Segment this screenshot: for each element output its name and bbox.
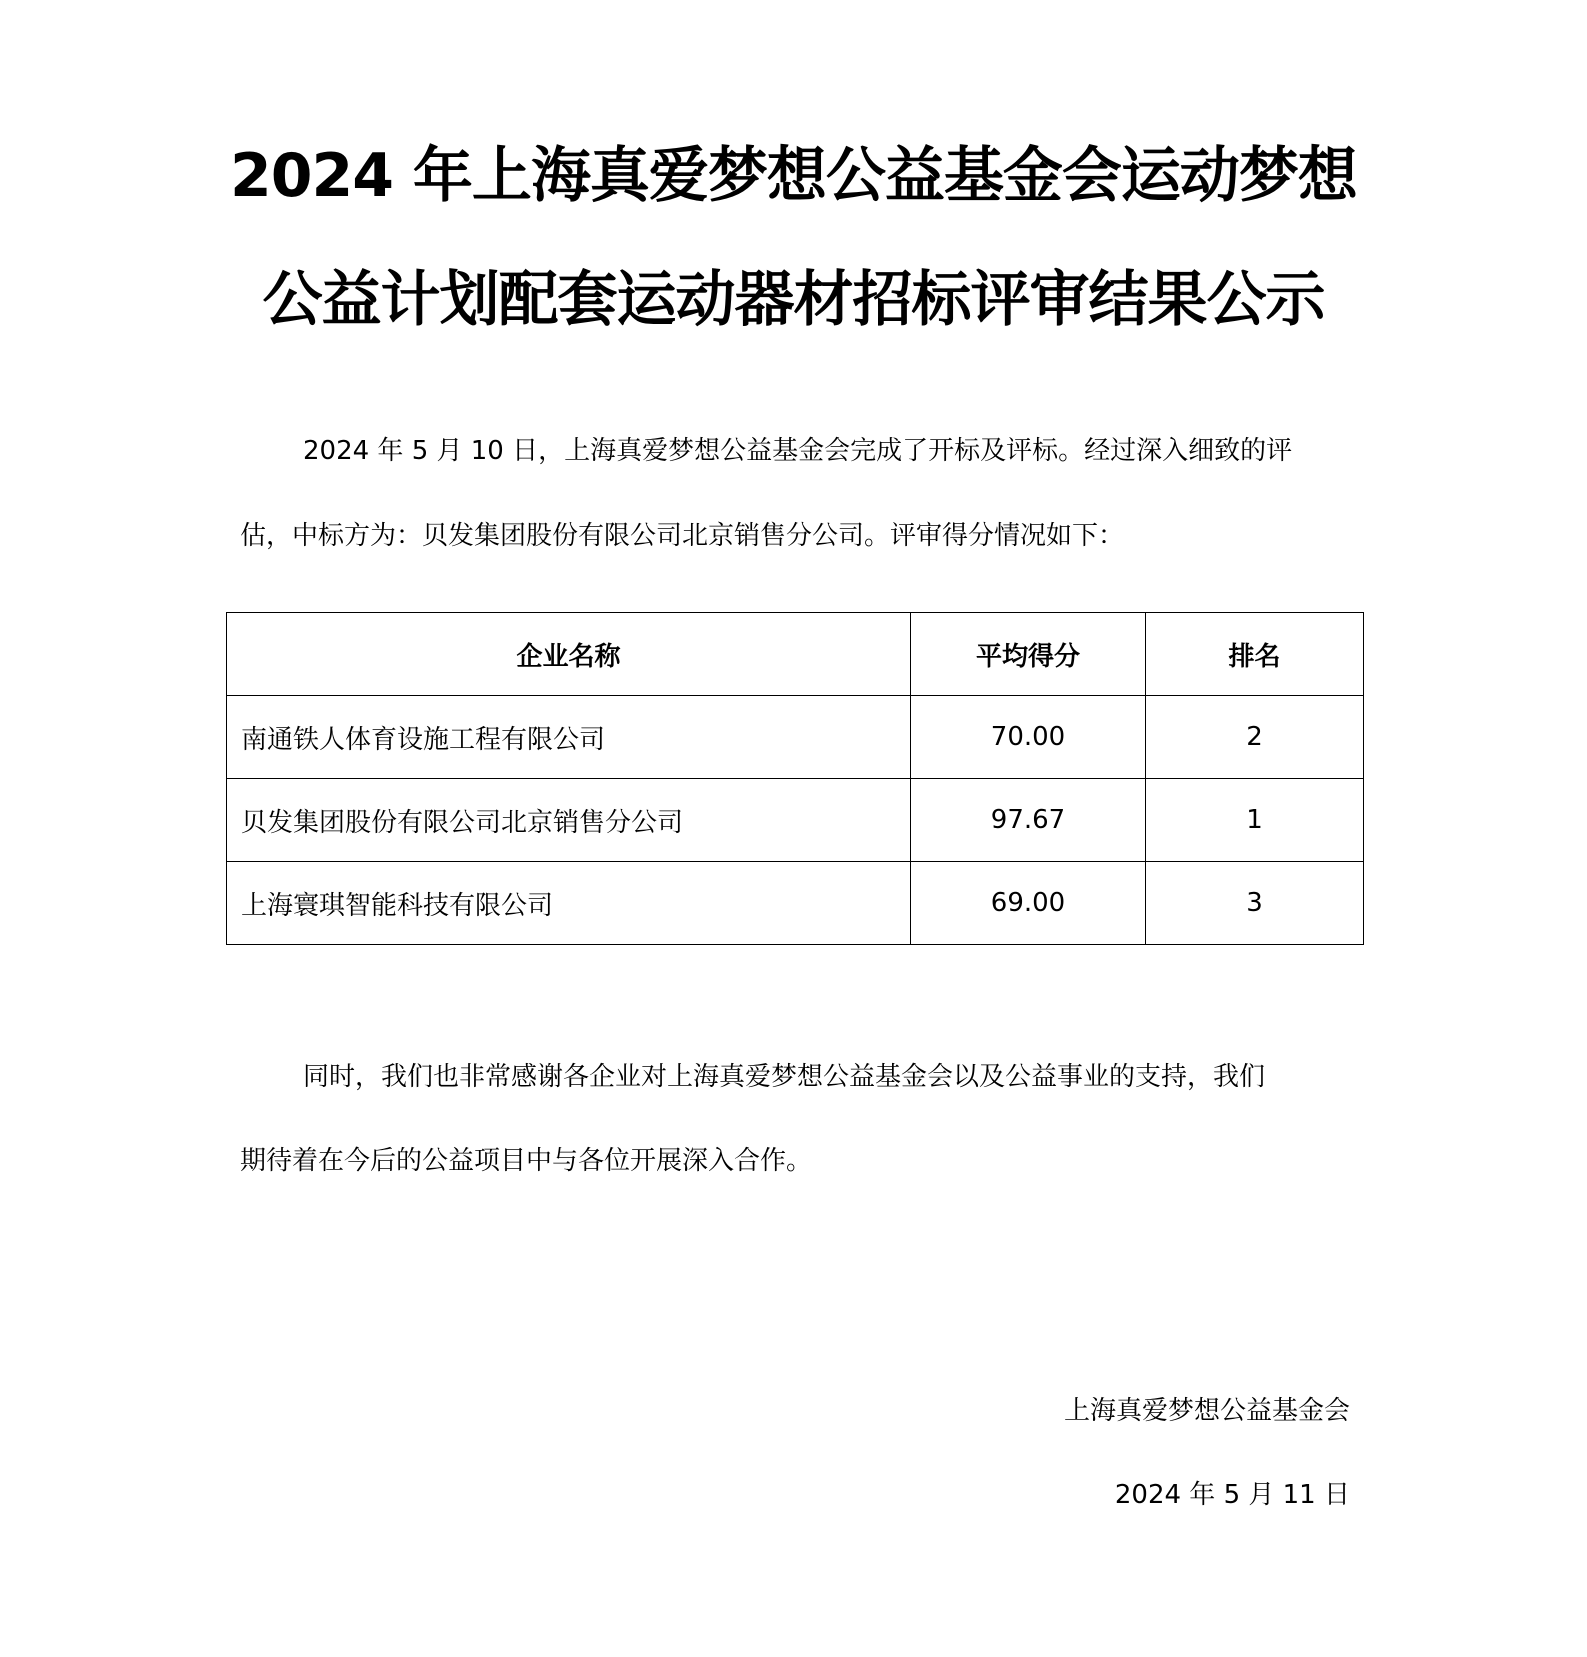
table-row <box>227 862 1364 945</box>
document-title-line-1: 2024 年上海真爱梦想公益基金会运动梦想 <box>230 141 1357 211</box>
score-table <box>226 612 1364 945</box>
rank-cell: 1 <box>1146 779 1364 862</box>
table-row <box>227 696 1364 779</box>
table-header-row <box>227 613 1364 696</box>
company-name-cell: 上海寰琪智能科技有限公司 <box>227 862 911 945</box>
header-average-score: 平均得分 <box>911 613 1146 696</box>
closing-paragraph-line-1: 同时，我们也非常感谢各企业对上海真爱梦想公益基金会以及公益事业的支持，我们 <box>303 1062 1266 1092</box>
intro-paragraph-line-2: 估，中标方为：贝发集团股份有限公司北京销售分公司。评审得分情况如下： <box>240 521 1125 551</box>
score-cell: 70.00 <box>911 696 1146 779</box>
signature-organization: 上海真爱梦想公益基金会 <box>1063 1396 1350 1426</box>
signature-date: 2024 年 5 月 11 日 <box>1114 1480 1350 1510</box>
company-name-cell: 贝发集团股份有限公司北京销售分公司 <box>227 779 911 862</box>
score-cell: 97.67 <box>911 779 1146 862</box>
document-title-line-2: 公益计划配套运动器材招标评审结果公示 <box>262 265 1325 335</box>
header-rank: 排名 <box>1146 613 1364 696</box>
table-row <box>227 779 1364 862</box>
intro-paragraph-line-1: 2024 年 5 月 10 日，上海真爱梦想公益基金会完成了开标及评标。经过深入细致的评 <box>303 436 1293 466</box>
score-cell: 69.00 <box>911 862 1146 945</box>
closing-paragraph-line-2: 期待着在今后的公益项目中与各位开展深入合作。 <box>240 1146 813 1176</box>
header-company-name: 企业名称 <box>227 613 911 696</box>
rank-cell: 2 <box>1146 696 1364 779</box>
company-name-cell: 南通铁人体育设施工程有限公司 <box>227 696 911 779</box>
rank-cell: 3 <box>1146 862 1364 945</box>
